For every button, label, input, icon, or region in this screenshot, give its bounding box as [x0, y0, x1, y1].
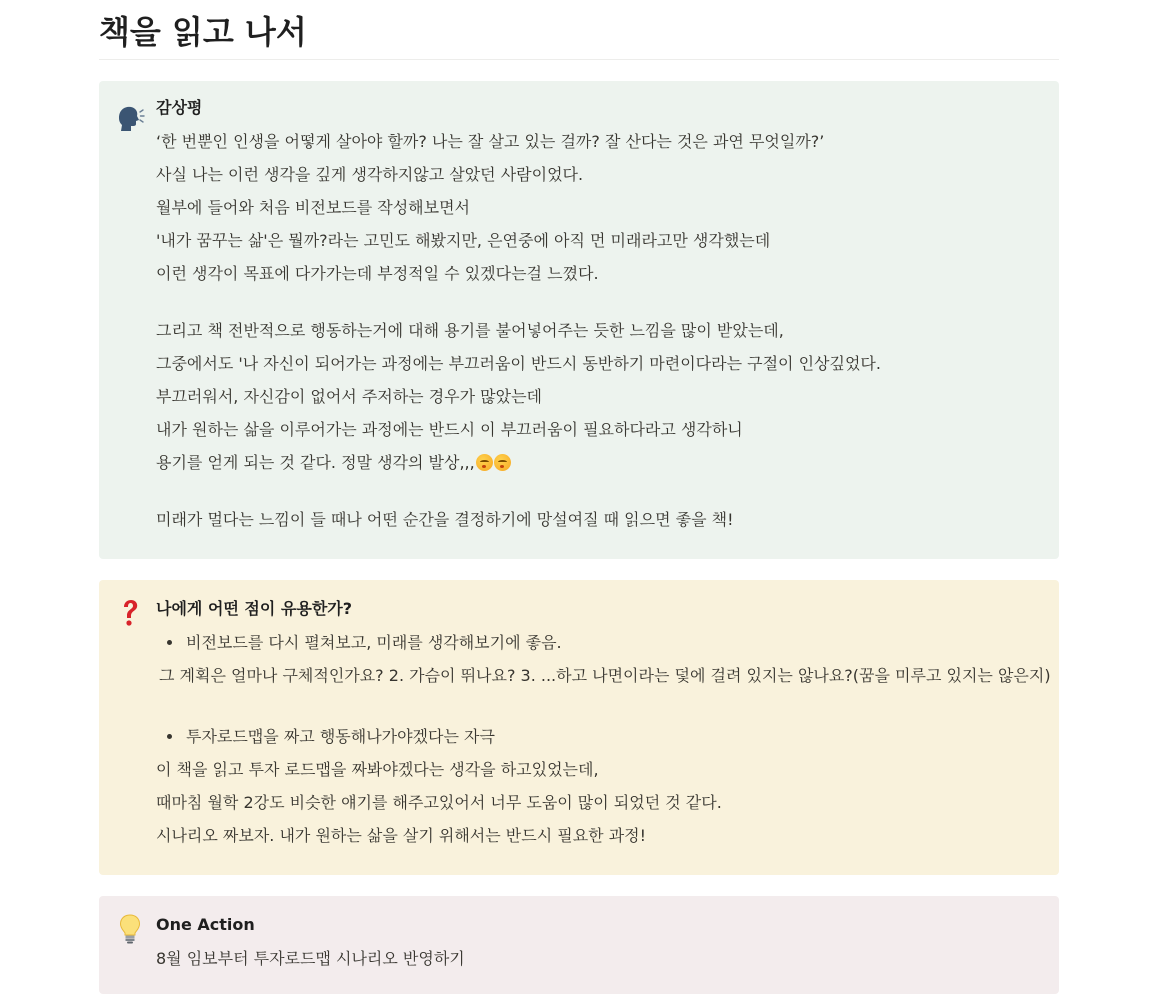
review-line: 이런 생각이 목표에 다가가는데 부정적일 수 있겠다는걸 느꼈다. [156, 264, 599, 283]
review-line-text: 용기를 얻게 되는 것 같다. 정말 생각의 발상,,, [156, 453, 475, 472]
review-body [156, 95, 1043, 536]
usefulness-body [156, 596, 1051, 852]
review-heading: 감상평 [156, 98, 203, 117]
usefulness-line: 시나리오 짜보자. 내가 원하는 삶을 살기 위해서는 반드시 필요한 과정! [156, 826, 647, 845]
review-callout [99, 81, 1059, 559]
review-line-emoji [156, 446, 1043, 479]
usefulness-line: 이 책을 읽고 투자 로드맵을 짜봐야겠다는 생각을 하고있었는데, [156, 760, 599, 779]
shushing-face-icon [494, 454, 511, 471]
question-mark-icon [113, 598, 147, 628]
review-line: ‘한 번뿐인 인생을 어떻게 살아야 할까? 나는 잘 살고 있는 걸까? 잘 산다는 것은 과연 무엇일까?’ [156, 132, 825, 151]
review-line: 내가 원하는 삶을 이루어가는 과정에는 반드시 이 부끄러움이 필요하다라고 생각하니 [156, 420, 743, 439]
usefulness-callout [99, 580, 1059, 875]
light-bulb-icon [113, 914, 147, 944]
usefulness-detail: 그 계획은 얼마나 구체적인가요? 2. 가슴이 뛰나요? 3. ...하고 나면이라는 덫에 걸려 있지는 않나요?(꿈을 미루고 있지는 않은지) [159, 666, 1051, 685]
shushing-face-icon [476, 454, 493, 471]
review-line: 사실 나는 이런 생각을 깊게 생각하지않고 살았던 사람이었다. [156, 165, 584, 184]
usefulness-line: 때마침 월학 2강도 비슷한 얘기를 해주고있어서 너무 도움이 많이 되었던 것 같다. [156, 793, 722, 812]
page [99, 0, 1059, 968]
action-heading: One Action [156, 915, 255, 934]
usefulness-heading: 나에게 어떤 점이 유용한가? [156, 599, 353, 618]
list-item: 비전보드를 다시 펼쳐보고, 미래를 생각해보기에 좋음. [156, 626, 1043, 659]
review-line: '내가 꿈꾸는 삶'은 뭘까?라는 고민도 해봤지만, 은연중에 아직 먼 미래라고만 생각했는데 [156, 231, 771, 250]
speaking-head-icon [113, 103, 147, 133]
review-line: 그중에서도 '나 자신이 되어가는 과정에는 부끄러움이 반드시 동반하기 마련이다라는 구절이 인상깊었다. [156, 354, 881, 373]
review-line: 그리고 책 전반적으로 행동하는거에 대해 용기를 불어넣어주는 듯한 느낌을 많이 받았는데, [156, 321, 784, 340]
list-item: 투자로드맵을 짜고 행동해나가야겠다는 자극 [156, 720, 1043, 753]
review-closing: 미래가 멀다는 느낌이 들 때나 어떤 순간을 결정하기에 망설여질 때 읽으면 좋을 책! [156, 510, 734, 529]
review-line: 부끄러워서, 자신감이 없어서 주저하는 경우가 많았는데 [156, 387, 543, 406]
action-body [156, 912, 1043, 975]
page-title: 책을 읽고 나서 [99, 0, 1059, 60]
action-callout [99, 896, 1059, 994]
review-line: 월부에 들어와 처음 비전보드를 작성해보면서 [156, 198, 471, 217]
action-text: 8월 임보부터 투자로드맵 시나리오 반영하기 [156, 949, 465, 968]
